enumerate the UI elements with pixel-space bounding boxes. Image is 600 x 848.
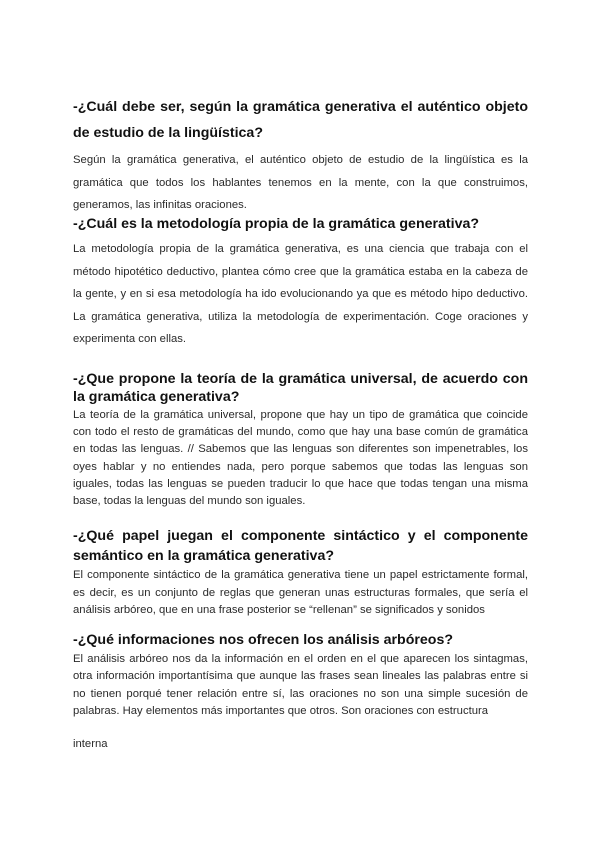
question-heading: -¿Qué papel juegan el componente sintáctico y el componente semántico en la gramática generativa?: [73, 528, 528, 564]
answer-paragraph: La metodología propia de la gramática generativa, es una ciencia que trabaja con el método hipotético deductivo, plantea cómo cree que la gramática estaba en la cabeza de la gente, y en si esa metodología ha ido evolucionando ya que es método hipo deductivo. La gramática generativa, utiliza la metodología de experimentación. Coge oraciones y experimenta con ellas.: [73, 243, 528, 345]
answer-paragraph: Según la gramática generativa, el auténtico objeto de estudio de la lingüística es la gramática que todos los hablantes tenemos en la mente, con la que construimos, generamos, las infinitas oraciones.: [73, 154, 528, 211]
question-heading: -¿Qué informaciones nos ofrecen los análisis arbóreos?: [73, 632, 454, 648]
answer-paragraph: El componente sintáctico de la gramática generativa tiene un papel estrictamente formal, es decir, es un conjunto de reglas que generan unas estructuras formales, que sería el análisis arbóreo, que en una frase posterior se “rellenan” se significados y sonidos: [73, 569, 528, 616]
section-4: [73, 526, 528, 620]
question-heading: -¿Cuál debe ser, según la gramática generativa el auténtico objeto de estudio de la lingüística?: [73, 99, 528, 141]
section-5: [73, 630, 528, 720]
section-3: [73, 370, 528, 510]
section-1: [73, 94, 528, 217]
section-2: [73, 213, 528, 351]
answer-paragraph: La teoría de la gramática universal, propone que hay un tipo de gramática que coincide con todo el resto de gramáticas del mundo, como que hay una base común de gramática en todas las lenguas. // Sabemos que las lenguas son diferentes son impenetrables, los oyes hablar y no entiendes nada, pero porque sabemos que todas las lenguas son iguales, todas las lenguas se pueden traducir lo que hace que todas tengan una misma base, todas la lenguas del mundo son iguales.: [73, 409, 528, 508]
question-heading: -¿Que propone la teoría de la gramática universal, de acuerdo con la gramática generativa?: [73, 371, 528, 405]
trailing-word: interna: [73, 738, 108, 750]
question-heading: -¿Cuál es la metodología propia de la gramática generativa?: [73, 216, 480, 232]
answer-paragraph: El análisis arbóreo nos da la información en el orden en el que aparecen los sintagmas, otra información importantísima que aunque las frases sean lineales las palabras entre si no tienen porqué tener relación entre sí, las oraciones no son una simple sucesión de palabras. Hay elementos más importantes que otros. Son oraciones con estructura: [73, 653, 528, 717]
